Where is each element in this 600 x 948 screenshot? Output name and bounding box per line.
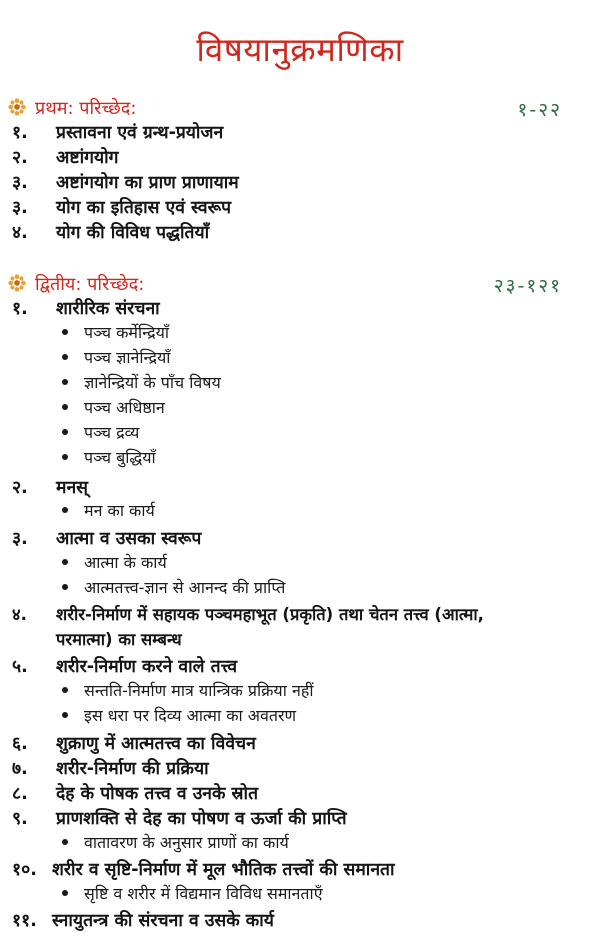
item-text: स्नायुतन्त्र की संरचना व उसके कार्य: [52, 911, 274, 931]
item-number: १.: [12, 299, 28, 319]
item-text: प्राणशक्ति से देह का पोषण व ऊर्जा की प्राप्ति: [56, 809, 347, 829]
item-number: २.: [12, 148, 28, 168]
toc-item: [12, 121, 223, 145]
toc-item: [12, 171, 239, 195]
item-text: अष्टांगयोग का प्राण प्राणायाम: [56, 173, 239, 193]
item-number: ८.: [12, 784, 28, 804]
page-title: विषयानुक्रमणिका: [196, 30, 404, 69]
section-1-header: [0, 96, 600, 120]
item-text: योग का इतिहास एवं स्वरूप: [56, 198, 232, 218]
toc-item: [12, 858, 395, 882]
item-number: ५.: [12, 657, 28, 677]
subitem-text: सृष्टि व शरीर में विद्यमान विविध समानताएँ: [84, 884, 323, 903]
section-2-pages: २३-१२१: [493, 275, 562, 297]
item-number: ३.: [12, 198, 28, 218]
toc-item: [12, 757, 209, 781]
subitem-text: इस धरा पर दिव्य आत्मा का अवतरण: [84, 706, 297, 725]
subitem-text: पञ्च ज्ञानेन्द्रियाँ: [84, 348, 171, 367]
subitem-text: वातावरण के अनुसार प्राणों का कार्य: [84, 833, 289, 852]
toc-subitem: [62, 347, 170, 369]
toc-subitem: [62, 447, 156, 469]
item-number: ४.: [12, 223, 28, 243]
bullet-icon: [62, 329, 68, 335]
toc-item: [12, 221, 209, 245]
subitem-text: पञ्च कर्मेन्द्रियाँ: [84, 323, 169, 342]
subitem-text: ज्ञानेन्द्रियों के पाँच विषय: [84, 373, 221, 392]
toc-subitem: [62, 705, 296, 727]
item-text: अष्टांगयोग: [56, 148, 119, 168]
toc-item: [12, 732, 256, 756]
flower-icon: [8, 274, 26, 292]
item-number: १.: [12, 123, 28, 143]
toc-subitem: [62, 372, 221, 394]
toc-item: [12, 909, 274, 933]
bullet-icon: [62, 454, 68, 460]
subitem-text: सन्तति-निर्माण मात्र यान्त्रिक प्रक्रिया नहीं: [84, 681, 314, 700]
item-text: शरीर-निर्माण की प्रक्रिया: [56, 759, 209, 779]
section-2-header: [0, 272, 600, 296]
toc-item: [12, 782, 258, 806]
item-text: देह के पोषक तत्त्व व उनके स्रोत: [56, 784, 259, 804]
bullet-icon: [62, 839, 68, 845]
section-1-pages: १-२२: [517, 99, 562, 121]
toc-subitem: [62, 832, 289, 854]
item-number: २.: [12, 478, 28, 498]
subitem-text: आत्मतत्त्व-ज्ञान से आनन्द की प्राप्ति: [84, 578, 286, 597]
toc-subitem: [62, 883, 323, 905]
item-text: शारीरिक संरचना: [56, 299, 160, 319]
bullet-icon: [62, 584, 68, 590]
bullet-icon: [62, 429, 68, 435]
toc-item: [12, 196, 231, 220]
item-text: प्रस्तावना एवं ग्रन्थ-प्रयोजन: [56, 123, 224, 143]
bullet-icon: [62, 559, 68, 565]
flower-icon: [8, 98, 26, 116]
item-text: शरीर-निर्माण में सहायक पञ्चमहाभूत (प्रकृति) तथा चेतन तत्त्व (आत्मा,: [56, 605, 484, 624]
toc-item: [12, 297, 160, 321]
item-number: ७.: [12, 759, 28, 779]
toc-subitem: [62, 680, 313, 702]
item-text: आत्मा व उसका स्वरूप: [56, 529, 202, 549]
toc-item: [12, 655, 237, 679]
item-text: योग की विविध पद्धतियाँ: [56, 223, 210, 243]
toc-item: [12, 603, 484, 627]
subitem-text: पञ्च बुद्धियाँ: [84, 448, 156, 467]
subitem-text: पञ्च द्रव्य: [84, 423, 140, 442]
bullet-icon: [62, 507, 68, 513]
item-text: मनस्: [56, 478, 89, 498]
bullet-icon: [62, 890, 68, 896]
item-number: ३.: [12, 173, 28, 193]
item-number: ११.: [12, 911, 37, 931]
subitem-text: आत्मा के कार्य: [84, 553, 167, 572]
toc-item: [12, 807, 347, 831]
toc-subitem: [62, 552, 167, 574]
section-1-title: प्रथम: परिच्छेद:: [35, 98, 137, 119]
subitem-text: पञ्च अधिष्ठान: [84, 398, 165, 417]
toc-item-continuation: परमात्मा) का सम्बन्ध: [56, 630, 182, 649]
bullet-icon: [62, 354, 68, 360]
toc-subitem: [62, 397, 165, 419]
toc-subitem: [62, 322, 169, 344]
bullet-icon: [62, 687, 68, 693]
item-text: शरीर-निर्माण करने वाले तत्त्व: [56, 657, 238, 677]
item-number: ६.: [12, 734, 28, 754]
toc-item: [12, 527, 201, 551]
item-number: ९.: [12, 809, 28, 829]
toc-subitem: [62, 500, 155, 522]
toc-subitem: [62, 422, 139, 444]
toc-subitem: [62, 577, 285, 599]
item-text: शुक्राणु में आत्मतत्त्व का विवेचन: [56, 734, 256, 754]
bullet-icon: [62, 404, 68, 410]
item-text: शरीर व सृष्टि-निर्माण में मूल भौतिक तत्त्वों की समानता: [52, 860, 395, 880]
toc-item: [12, 476, 88, 500]
item-number: १०.: [12, 860, 37, 880]
section-2-title: द्वितीय: परिच्छेद:: [35, 274, 145, 295]
toc-item: [12, 146, 119, 170]
bullet-icon: [62, 712, 68, 718]
item-number: ३.: [12, 529, 28, 549]
subitem-text: मन का कार्य: [84, 501, 155, 520]
bullet-icon: [62, 379, 68, 385]
item-number: ४.: [12, 605, 27, 624]
